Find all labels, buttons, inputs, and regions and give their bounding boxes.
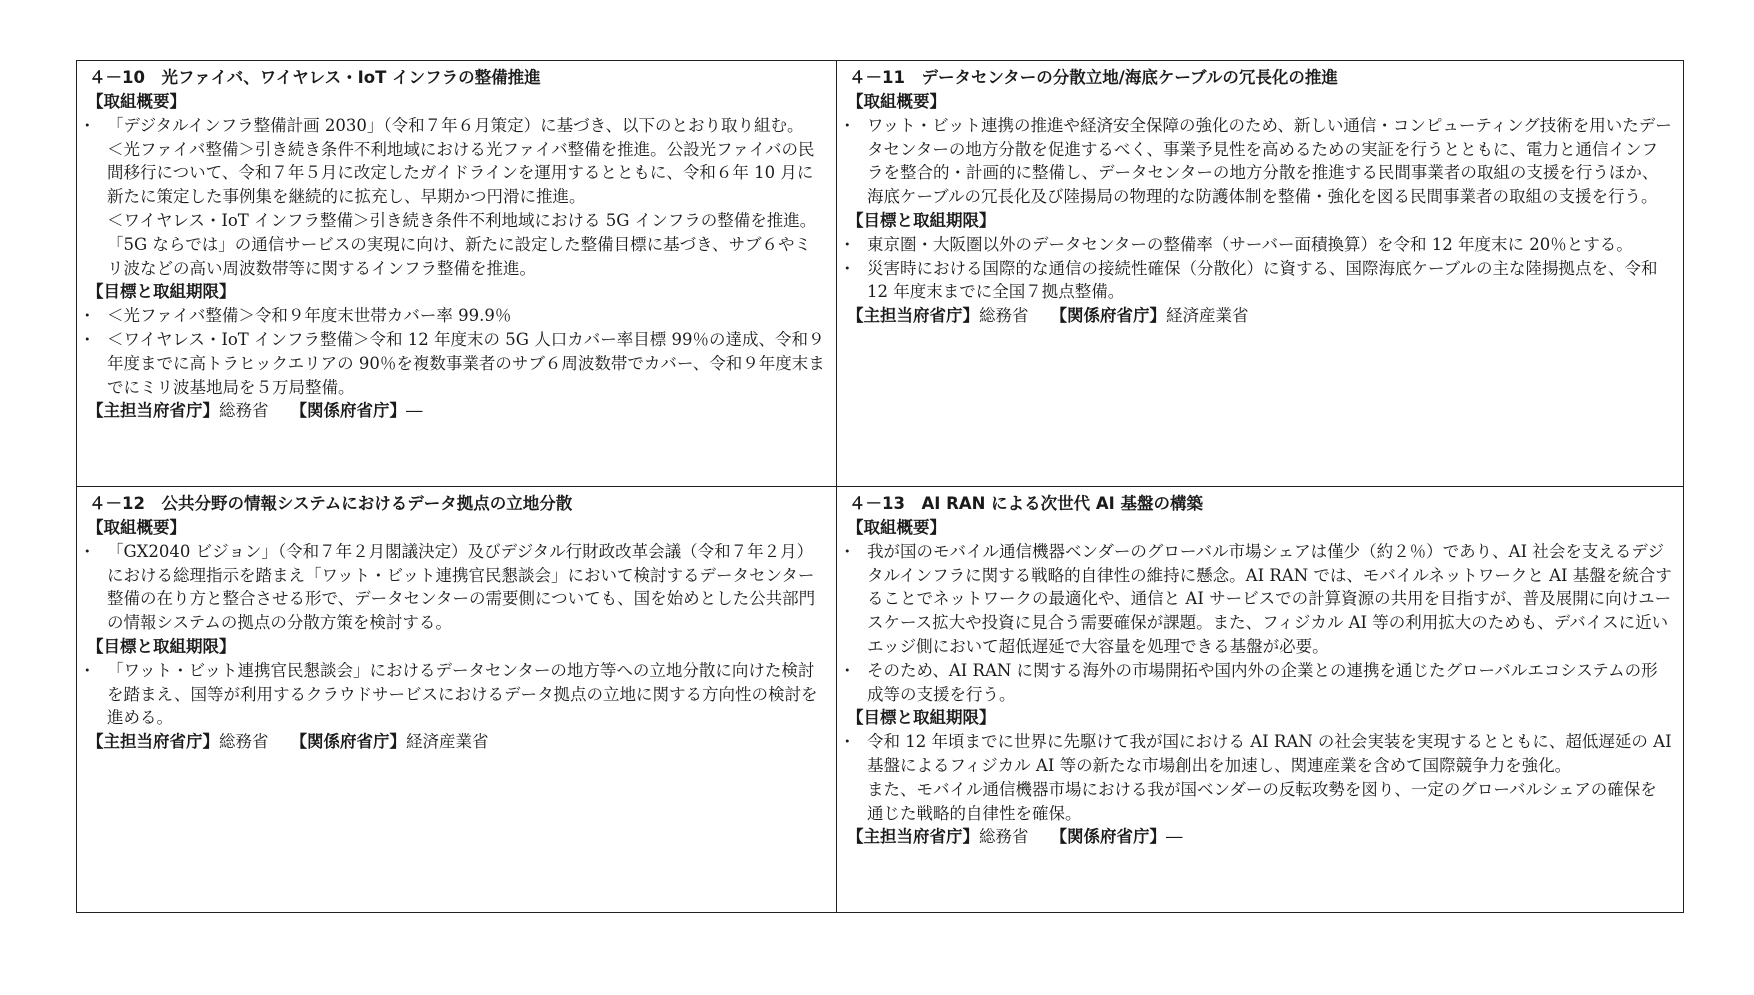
related-ministry: ― [406,401,423,421]
related-ministry-label: 【関係府省庁】 [1050,306,1166,326]
list-item: ・ ワット・ビット連携の推進や経済安全保障の強化のため、新しい通信・コンピューティング技術を用いたデータセンターの地方分散を促進するべく、事業予見性を高めるための実証を行うとともに、電力と通信インフラを整合的・計画的に整備し、データセンターの地方分散を推進する民間事業者の取組の支援を行うほか、海底ケーブルの冗長化及び陸揚局の物理的な防護体制を整備・強化を図る民間事業者の取組の支援を行う。 [847,114,1673,209]
list-item: ・ ＜ワイヤレス・IoT インフラ整備＞令和 12 年度末の 5G 人口カバー率目標 99％の達成、令和９年度までに高トラヒックエリアの 90％を複数事業者のサブ６周波数帯でカバー、令和９年度末までにミリ波基地局を５万局整備。 [87,328,826,399]
section-label-overview: 【取組概要】 [87,92,186,111]
lead-ministry: 総務省 [219,401,269,421]
section-label-goals: 【目標と取組期限】 [847,708,996,728]
list-item: ・ 「ワット・ビット連携官民懇談会」におけるデータセンターの地方等への立地分散に向けた検討を踏まえ、国等が利用するクラウドサービスにおけるデータ拠点の立地に関する方向性の検討を進める。 [87,659,826,730]
table-cell-4-10 [77,61,837,487]
lead-ministry: 総務省 [219,732,269,752]
ministry-line [847,304,1673,328]
list-item: ・ 令和 12 年頃までに世界に先駆けて我が国における AI RAN の社会実装を実現するとともに、超低遅延の AI 基盤によるフィジカル AI 等の新たな市場創出を加速し、関連産業を含めて国際競争力を強化。 [847,730,1673,778]
table-cell-4-13 [837,487,1683,912]
list-item: ・ そのため、AI RAN に関する海外の市場開拓や国内外の企業との連携を通じたグローバルエコシステムの形成等の支援を行う。 [847,659,1673,707]
cell-title: ４－13 AI RAN による次世代 AI 基盤の構築 [849,494,1204,513]
ministry-line [87,730,826,754]
paragraph: ＜ワイヤレス・IoT インフラ整備＞引き続き条件不利地域における 5G インフラの整備を推進。「5G ならでは」の通信サービスの実現に向け、新たに設定した整備目標に基づき、サブ６やミリ波などの高い周波数帯等に関するインフラ整備を推進。 [107,210,817,278]
section-label-goals: 【目標と取組期限】 [87,282,236,302]
cell-title: ４－10 光ファイバ、ワイヤレス・IoT インフラの整備推進 [89,68,541,87]
list-item: ・ ＜光ファイバ整備＞令和９年度末世帯カバー率 99.9％ [87,304,826,328]
cell-title: ４－12 公共分野の情報システムにおけるデータ拠点の立地分散 [89,494,573,513]
cell-title: ４－11 データセンターの分散立地/海底ケーブルの冗長化の推進 [849,68,1338,87]
section-label-goals: 【目標と取組期限】 [87,636,236,656]
table-cell-4-11 [837,61,1683,487]
related-ministry-label: 【関係府省庁】 [290,732,406,752]
list-item: ・ 「デジタルインフラ整備計画 2030」（令和７年６月策定）に基づき、以下のとおり取り組む。 [87,114,826,138]
lead-ministry-label: 【主担当府省庁】 [847,306,979,326]
list-item: ・ 我が国のモバイル通信機器ベンダーのグローバル市場シェアは僅少（約２％）であり、AI 社会を支えるデジタルインフラに関する戦略的自律性の維持に懸念。AI RAN では、モバイルネットワークと AI 基盤を統合することでネットワークの最適化や、通信と AI サービスでの計算資源の共用を目指すが、普及展開に向けユースケース拡大や投資に見合う需要確保が課題。また、フィジカル AI 等の利用拡大のためも、デバイスに近いエッジ側において超低遅延で大容量を処理できる基盤が必要。 [847,540,1673,659]
related-ministry-label: 【関係府省庁】 [1050,827,1166,847]
lead-ministry: 総務省 [979,827,1029,847]
lead-ministry-label: 【主担当府省庁】 [87,732,219,752]
section-label-overview: 【取組概要】 [87,518,186,537]
related-ministry: 経済産業省 [406,732,489,752]
paragraph: ＜光ファイバ整備＞引き続き条件不利地域における光ファイバ整備を推進。公設光ファイバの民間移行について、令和７年５月に改定したガイドラインを運用するとともに、令和６年 10 月に新たに策定した事例集を継続的に拡充し、早期かつ円滑に推進。 [107,139,815,207]
section-label-overview: 【取組概要】 [847,518,946,537]
list-item: ・ 東京圏・大阪圏以外のデータセンターの整備率（サーバー面積換算）を令和 12 年度末に 20％とする。 [847,233,1673,257]
lead-ministry-label: 【主担当府省庁】 [87,401,219,421]
related-ministry-label: 【関係府省庁】 [290,401,406,421]
ministry-line [87,399,826,423]
table-cell-4-12 [77,487,837,912]
section-label-overview: 【取組概要】 [847,92,946,111]
policy-table [76,60,1684,913]
lead-ministry: 総務省 [979,306,1029,326]
list-item: ・ 災害時における国際的な通信の接続性確保（分散化）に資する、国際海底ケーブルの主な陸揚拠点を、令和 12 年度末までに全国７拠点整備。 [847,257,1673,305]
list-item: ・ 「GX2040 ビジョン」（令和７年２月閣議決定）及びデジタル行財政改革会議（令和７年２月）における総理指示を踏まえ「ワット・ビット連携官民懇談会」において検討するデータセンター整備の在り方と整合させる形で、データセンターの需要側についても、国を始めとした公共部門の情報システムの拠点の分散方策を検討する。 [87,540,826,635]
lead-ministry-label: 【主担当府省庁】 [847,827,979,847]
section-label-goals: 【目標と取組期限】 [847,210,996,230]
paragraph: また、モバイル通信機器市場における我が国ベンダーの反転攻勢を図り、一定のグローバルシェアの確保を通じた戦略的自律性を確保。 [867,779,1657,823]
related-ministry: 経済産業省 [1166,306,1249,326]
ministry-line [847,825,1673,849]
related-ministry: ― [1166,827,1183,847]
